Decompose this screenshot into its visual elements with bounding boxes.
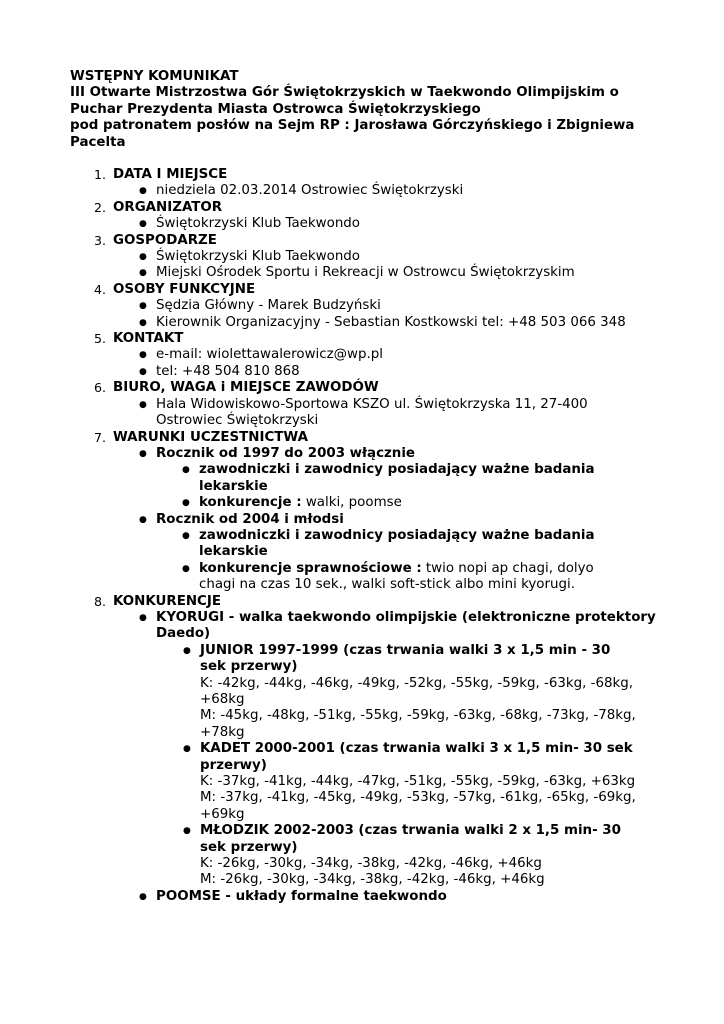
category-title: ● JUNIOR 1997-1999 (czas trwania walki 3 x 1,5 min - 30 sek przerwy) — [200, 642, 611, 675]
weights-women: K: -42kg, -44kg, -46kg, -49kg, -52kg, -55kg, -59kg, -63kg, -68kg, +68kg — [200, 675, 634, 707]
section-date-place — [94, 167, 683, 200]
weights-men: M: -26kg, -30kg, -34kg, -38kg, -42kg, -46kg, +46kg — [200, 872, 545, 888]
category-title: ● KADET 2000-2001 (czas trwania walki 3 x 1,5 min- 30 sek przerwy) — [200, 741, 633, 773]
section-title: KONKURENCJE — [113, 593, 222, 609]
list-item: ● zawodniczki i zawodnicy posiadający ważne badania lekarskie — [156, 528, 683, 561]
section-number: 1. — [94, 167, 107, 182]
category-youth — [156, 823, 683, 889]
section-competitions — [94, 593, 683, 906]
section-title: ORGANIZATOR — [113, 199, 223, 215]
weights-men: M: -45kg, -48kg, -51kg, -55kg, -59kg, -63kg, -68kg, -73kg, -78kg, +78kg — [200, 708, 636, 740]
contact-email: ● e-mail: wiolettawalerowicz@wp.pl — [113, 347, 683, 363]
header-title: WSTĘPNY KOMUNIKAT — [70, 69, 239, 84]
sections-list — [94, 167, 683, 905]
kyorugi-item — [113, 610, 683, 889]
list-item: ● Hala Widowiskowo-Sportowa KSZO ul. Świętokrzyska 11, 27-400 Ostrowiec Świętokrzyski — [113, 397, 683, 430]
document-header — [70, 69, 670, 151]
header-event-line-1: III Otwarte Mistrzostwa Gór Świętokrzyskich w Taekwondo Olimpijskim o — [70, 85, 619, 101]
poomse-item — [113, 889, 683, 905]
list-item: ● Sędzia Główny - Marek Budzyński — [113, 298, 683, 314]
section-organizer — [94, 199, 683, 233]
section-contact — [94, 331, 683, 380]
section-number: 8. — [94, 593, 107, 609]
section-number: 7. — [94, 429, 107, 445]
category-junior — [156, 643, 683, 741]
section-number: 3. — [94, 232, 107, 248]
section-title: DATA I MIEJSCE — [113, 167, 228, 182]
contact-phone: ● tel: +48 504 810 868 — [113, 364, 683, 380]
list-item: ● konkurencje : walki, poomse — [156, 495, 683, 511]
list-item: ● zawodniczki i zawodnicy posiadający ważne badania lekarskie — [156, 462, 683, 495]
section-title: BIURO, WAGA i MIEJSCE ZAWODÓW — [113, 380, 379, 396]
section-participation — [94, 429, 683, 594]
weights-women: K: -26kg, -30kg, -34kg, -38kg, -42kg, -46kg, +46kg — [200, 856, 542, 872]
age-group-1997-2003 — [113, 446, 683, 512]
list-item: ● niedziela 02.03.2014 Ostrowiec Świętokrzyski — [113, 183, 683, 199]
list-item: ● Świętokrzyski Klub Taekwondo — [113, 216, 683, 232]
list-item: ● Świętokrzyski Klub Taekwondo — [113, 249, 683, 265]
list-item: ● Kierownik Organizacyjny - Sebastian Kostkowski tel: +48 503 066 348 — [113, 315, 683, 331]
section-title: OSOBY FUNKCYJNE — [113, 281, 256, 297]
group-title: ● Rocznik od 2004 i młodsi — [156, 511, 344, 527]
section-title: GOSPODARZE — [113, 232, 217, 248]
section-number: 4. — [94, 281, 107, 297]
section-officials — [94, 281, 683, 331]
age-group-2004 — [113, 512, 683, 594]
section-hosts — [94, 232, 683, 282]
category-cadet — [156, 741, 683, 823]
section-title: WARUNKI UCZESTNICTWA — [113, 429, 308, 445]
list-item: ● konkurencje sprawnościowe : twio nopi ap chagi, dolyo chagi na czas 10 sek., walki soft-stick albo mini kyorugi. — [156, 561, 683, 594]
section-venue — [94, 380, 683, 429]
section-number: 2. — [94, 199, 107, 215]
header-patronage-line-1: pod patronatem posłów na Sejm RP : Jarosława Górczyńskiego i Zbigniewa — [70, 118, 635, 134]
weights-men: M: -37kg, -41kg, -45kg, -49kg, -53kg, -57kg, -61kg, -65kg, -69kg, +69kg — [200, 790, 636, 822]
kyorugi-title: ● KYORUGI - walka taekwondo olimpijskie (elektroniczne protektory Daedo) — [156, 609, 656, 642]
weights-women: K: -37kg, -41kg, -44kg, -47kg, -51kg, -55kg, -59kg, -63kg, +63kg — [200, 774, 636, 790]
section-title: KONTAKT — [113, 331, 184, 347]
section-number: 5. — [94, 331, 107, 347]
list-item: ● Miejski Ośrodek Sportu i Rekreacji w Ostrowcu Świętokrzyskim — [113, 265, 683, 281]
header-patronage-line-2: Pacelta — [70, 134, 126, 150]
header-event-line-2: Puchar Prezydenta Miasta Ostrowca Świętokrzyskiego — [70, 101, 481, 117]
poomse-title: POOMSE - układy formalne taekwondo — [156, 888, 447, 904]
group-title: ● Rocznik od 1997 do 2003 włącznie — [156, 445, 415, 461]
section-number: 6. — [94, 380, 107, 396]
category-title: ● MŁODZIK 2002-2003 (czas trwania walki 2 x 1,5 min- 30 sek przerwy) — [200, 823, 621, 855]
